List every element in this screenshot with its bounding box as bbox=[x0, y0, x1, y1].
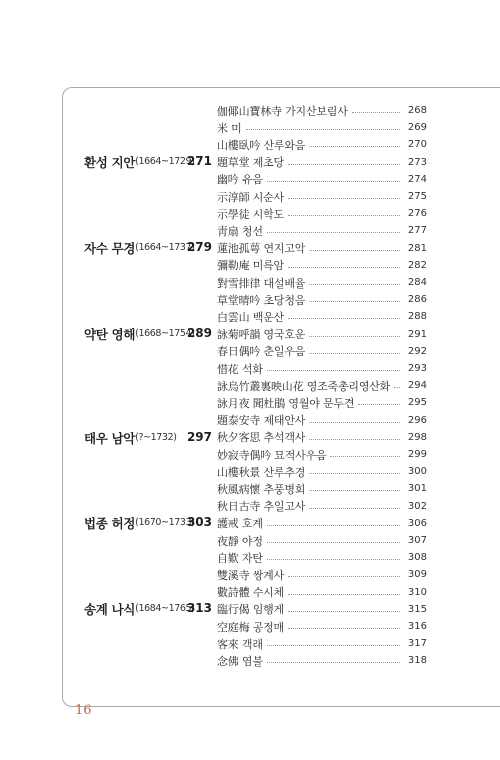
toc-entry bbox=[217, 600, 427, 619]
dot-leader bbox=[288, 158, 400, 165]
toc-entry bbox=[217, 445, 427, 464]
toc-entry bbox=[217, 617, 427, 636]
toc-entry bbox=[217, 204, 427, 223]
toc-entry bbox=[217, 325, 427, 344]
section-name: 법종 허정 bbox=[84, 515, 136, 531]
section-years: (?~1732) bbox=[135, 432, 177, 443]
entry-page: 268 bbox=[407, 105, 427, 116]
entry-title: 春日偶吟 춘일우음 bbox=[217, 345, 306, 359]
toc-entry bbox=[217, 101, 427, 120]
toc-entry bbox=[217, 497, 427, 516]
toc-entry bbox=[217, 256, 427, 275]
entry-title: 示淳師 시순사 bbox=[217, 190, 284, 204]
entry-title: 伽倻山寶林寺 가지산보림사 bbox=[217, 104, 348, 118]
toc-entry bbox=[217, 153, 427, 172]
toc-entry bbox=[217, 187, 427, 206]
entry-title: 米 미 bbox=[217, 121, 242, 135]
entry-title: 彌勒庵 미륵암 bbox=[217, 259, 284, 273]
section-years: (1668~1754) bbox=[135, 328, 195, 339]
section-page: 289 bbox=[186, 326, 212, 340]
entry-page: 300 bbox=[407, 466, 427, 478]
dot-leader bbox=[288, 588, 400, 595]
entry-title: 草堂晴吟 초당청음 bbox=[217, 293, 306, 307]
toc-entry bbox=[217, 170, 427, 189]
entry-title: 題泰安寺 제태안사 bbox=[217, 414, 306, 428]
toc-entry bbox=[217, 462, 427, 481]
entry-page: 318 bbox=[407, 655, 427, 667]
dot-leader bbox=[267, 519, 400, 526]
dot-leader bbox=[309, 330, 400, 337]
toc-entry bbox=[217, 273, 427, 292]
entry-page: 298 bbox=[407, 431, 427, 443]
section-page: 313 bbox=[186, 601, 212, 615]
dot-leader bbox=[267, 175, 400, 182]
dot-leader bbox=[267, 226, 400, 233]
toc-entry bbox=[217, 118, 427, 137]
dot-leader bbox=[267, 639, 400, 646]
dot-leader bbox=[288, 605, 400, 612]
entry-page: 301 bbox=[407, 483, 427, 495]
toc-entry bbox=[217, 239, 427, 258]
dot-leader bbox=[352, 106, 400, 113]
toc-entry bbox=[217, 479, 427, 498]
entry-page: 292 bbox=[407, 345, 427, 357]
dot-leader bbox=[358, 398, 400, 405]
toc-entry bbox=[217, 135, 427, 154]
entry-title: 護戒 호계 bbox=[217, 517, 263, 531]
section-name: 환성 지안 bbox=[84, 154, 136, 170]
entry-page: 316 bbox=[407, 621, 427, 632]
entry-title: 秋日古寺 추일고사 bbox=[217, 500, 306, 514]
section-years: (1670~1733) bbox=[135, 517, 195, 528]
toc-entry bbox=[217, 376, 427, 395]
entry-page: 293 bbox=[407, 363, 427, 374]
entry-page: 302 bbox=[407, 500, 427, 512]
entry-title: 夜靜 야정 bbox=[217, 534, 263, 548]
entry-title: 山樓秋景 산루추경 bbox=[217, 465, 306, 479]
entry-title: 自歎 자탄 bbox=[217, 551, 263, 565]
dot-leader bbox=[394, 381, 400, 388]
section-name: 자수 무경 bbox=[84, 240, 136, 256]
toc-entry bbox=[217, 359, 427, 378]
entry-page: 269 bbox=[407, 122, 427, 134]
entry-title: 幽吟 유음 bbox=[217, 173, 263, 187]
toc-entry bbox=[217, 393, 427, 412]
entry-title: 山樓臥吟 산루와음 bbox=[217, 138, 306, 152]
entry-page: 281 bbox=[407, 242, 427, 254]
entry-title: 詠月夜 聞杜鵑 영월야 문두견 bbox=[217, 396, 355, 410]
entry-page: 294 bbox=[407, 380, 427, 392]
toc-entry bbox=[217, 514, 427, 533]
toc-entry bbox=[217, 342, 427, 361]
dot-leader bbox=[309, 140, 400, 147]
entry-title: 白雲山 백운산 bbox=[217, 310, 284, 324]
entry-title: 題草堂 제초당 bbox=[217, 156, 284, 170]
section-name: 태우 남악 bbox=[84, 430, 136, 446]
dot-leader bbox=[309, 467, 400, 474]
section-years: (1664~1729) bbox=[135, 156, 195, 167]
dot-leader bbox=[309, 278, 400, 285]
toc-entry bbox=[217, 583, 427, 602]
entry-page: 310 bbox=[407, 586, 427, 598]
entry-title: 惜花 석화 bbox=[217, 362, 263, 376]
entry-page: 317 bbox=[407, 638, 427, 650]
toc-entry bbox=[217, 548, 427, 567]
entry-page: 308 bbox=[407, 552, 427, 564]
entry-page: 299 bbox=[407, 449, 427, 460]
entry-title: 秋夕客思 추석객사 bbox=[217, 431, 306, 445]
entry-title: 雙溪寺 쌍계사 bbox=[217, 568, 284, 582]
dot-leader bbox=[309, 416, 400, 423]
entry-page: 274 bbox=[407, 173, 427, 185]
dot-leader bbox=[309, 484, 400, 491]
dot-leader bbox=[288, 192, 400, 199]
section-name: 약탄 영해 bbox=[84, 326, 136, 342]
toc-entry bbox=[217, 531, 427, 550]
toc-entry bbox=[217, 634, 427, 653]
entry-page: 276 bbox=[407, 208, 427, 220]
entry-title: 靑扇 청선 bbox=[217, 224, 263, 238]
entry-page: 295 bbox=[407, 397, 427, 409]
entry-title: 客來 객래 bbox=[217, 637, 263, 651]
entry-page: 284 bbox=[407, 277, 427, 288]
entry-page: 288 bbox=[407, 311, 427, 323]
entry-page: 291 bbox=[407, 328, 427, 340]
entry-page: 277 bbox=[407, 225, 427, 237]
dot-leader bbox=[267, 553, 400, 560]
toc-entry bbox=[217, 565, 427, 584]
toc-entry bbox=[217, 307, 427, 326]
section-page: 279 bbox=[186, 240, 212, 254]
entry-title: 示學徒 시학도 bbox=[217, 207, 284, 221]
dot-leader bbox=[288, 312, 400, 319]
section-name: 송계 나식 bbox=[84, 601, 136, 617]
toc-entry bbox=[217, 411, 427, 430]
dot-leader bbox=[330, 450, 400, 457]
dot-leader bbox=[246, 123, 400, 130]
entry-title: 秋風病懷 추풍병회 bbox=[217, 482, 306, 496]
entry-page: 296 bbox=[407, 414, 427, 426]
entry-page: 286 bbox=[407, 294, 427, 306]
entry-page: 275 bbox=[407, 191, 427, 202]
entry-title: 詠菊呼韻 영국호운 bbox=[217, 328, 306, 342]
entry-page: 273 bbox=[407, 156, 427, 168]
dot-leader bbox=[309, 347, 400, 354]
dot-leader bbox=[309, 295, 400, 302]
entry-page: 309 bbox=[407, 569, 427, 581]
dot-leader bbox=[309, 433, 400, 440]
entry-title: 數詩體 수시체 bbox=[217, 586, 284, 600]
entry-title: 蓮池孤萼 연지고악 bbox=[217, 242, 306, 256]
toc-entry bbox=[217, 290, 427, 309]
section-page: 271 bbox=[186, 154, 212, 168]
dot-leader bbox=[288, 622, 400, 629]
dot-leader bbox=[288, 570, 400, 577]
page-number: 16 bbox=[75, 703, 92, 718]
entry-page: 282 bbox=[407, 259, 427, 271]
entry-title: 對雪排律 대설배율 bbox=[217, 276, 306, 290]
section-years: (1664~1737) bbox=[135, 242, 195, 253]
toc-entry bbox=[217, 651, 427, 670]
entry-page: 315 bbox=[407, 603, 427, 615]
entry-page: 306 bbox=[407, 517, 427, 529]
entry-title: 妙寂寺偶吟 묘적사우음 bbox=[217, 448, 327, 462]
dot-leader bbox=[267, 656, 400, 663]
dot-leader bbox=[267, 536, 400, 543]
entry-title: 念佛 염불 bbox=[217, 654, 263, 668]
entry-page: 307 bbox=[407, 535, 427, 546]
entry-title: 詠烏竹叢裏映山花 영조죽총리영산화 bbox=[217, 379, 391, 393]
entry-title: 臨行偈 임행게 bbox=[217, 603, 284, 617]
entry-page: 270 bbox=[407, 139, 427, 151]
dot-leader bbox=[288, 261, 400, 268]
section-years: (1684~1765) bbox=[135, 603, 195, 614]
dot-leader bbox=[309, 502, 400, 509]
toc-entry bbox=[217, 221, 427, 240]
section-page: 303 bbox=[186, 515, 212, 529]
entry-title: 空庭梅 공정매 bbox=[217, 620, 284, 634]
section-page: 297 bbox=[186, 430, 212, 444]
toc-entry bbox=[217, 428, 427, 447]
dot-leader bbox=[267, 364, 400, 371]
dot-leader bbox=[288, 209, 400, 216]
dot-leader bbox=[309, 244, 400, 251]
